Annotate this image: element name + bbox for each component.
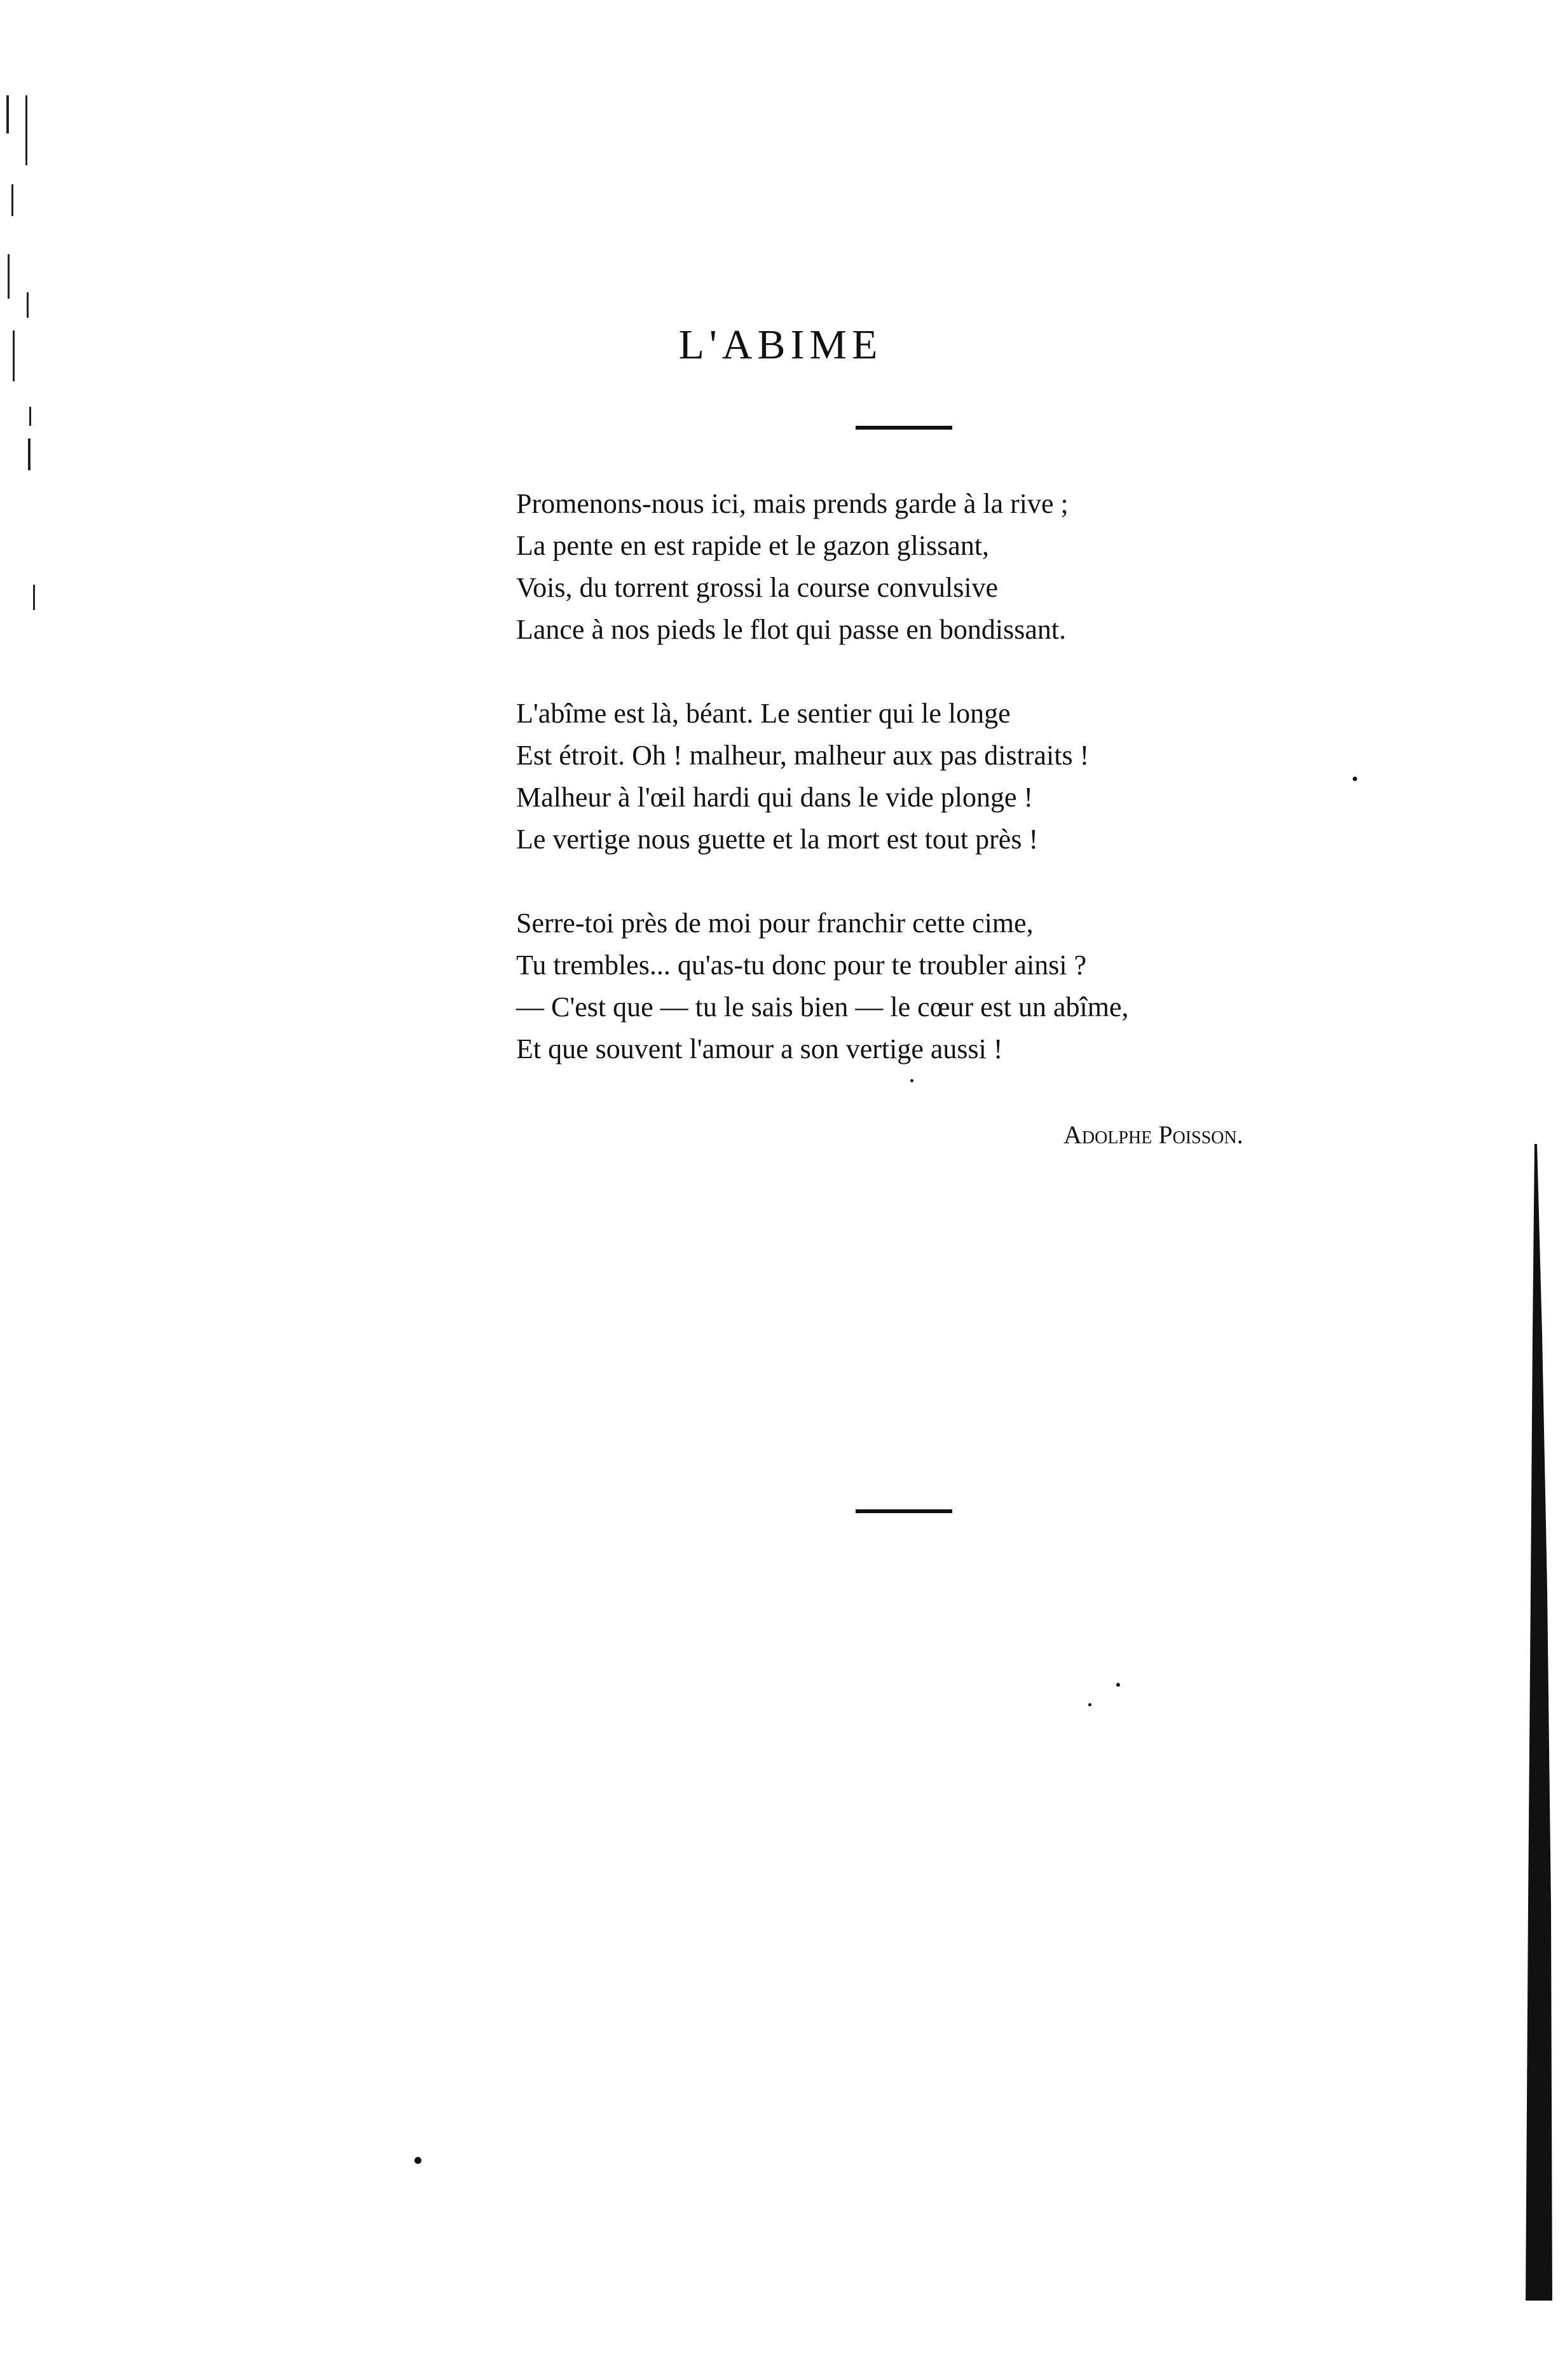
end-divider bbox=[856, 1509, 952, 1513]
verse-line: Lance à nos pieds le flot qui passe en bondissant. bbox=[516, 614, 1067, 645]
verse-line: Est étroit. Oh ! malheur, malheur aux pas distraits ! bbox=[516, 740, 1090, 771]
title-divider bbox=[856, 426, 952, 430]
speck bbox=[1116, 1683, 1120, 1687]
verse-line: Vois, du torrent grossi la course convulsive bbox=[516, 572, 999, 603]
left-margin-specks bbox=[0, 0, 51, 636]
speck bbox=[1088, 1703, 1091, 1706]
speck bbox=[414, 2157, 421, 2164]
verse-line: Serre-toi près de moi pour franchir cette cime, bbox=[516, 908, 1034, 939]
verse-line: Malheur à l'œil hardi qui dans le vide plonge ! bbox=[516, 782, 1034, 813]
poem-title: L'ABIME bbox=[678, 322, 883, 368]
binding-edge-shadow bbox=[1526, 1144, 1552, 2301]
verse-line: Et que souvent l'amour a son vertige aussi ! bbox=[516, 1033, 1003, 1064]
verse-line: L'abîme est là, béant. Le sentier qui le longe bbox=[516, 698, 1011, 729]
verse-line: Le vertige nous guette et la mort est tout près ! bbox=[516, 824, 1039, 855]
verse-line: — C'est que — tu le sais bien — le cœur est un abîme, bbox=[516, 991, 1129, 1023]
verse-line: Promenons-nous ici, mais prends garde à la rive ; bbox=[516, 488, 1069, 519]
stanza-3 bbox=[516, 902, 1129, 1070]
verse-line: La pente en est rapide et le gazon glissant, bbox=[516, 530, 990, 561]
stanza-2 bbox=[516, 693, 1089, 860]
author-signature: Adolphe Poisson. bbox=[1063, 1120, 1243, 1149]
speck bbox=[1353, 777, 1357, 781]
stanza-1 bbox=[516, 483, 1069, 651]
verse-line: Tu trembles... qu'as-tu donc pour te troubler ainsi ? bbox=[516, 949, 1087, 981]
speck bbox=[910, 1079, 913, 1082]
